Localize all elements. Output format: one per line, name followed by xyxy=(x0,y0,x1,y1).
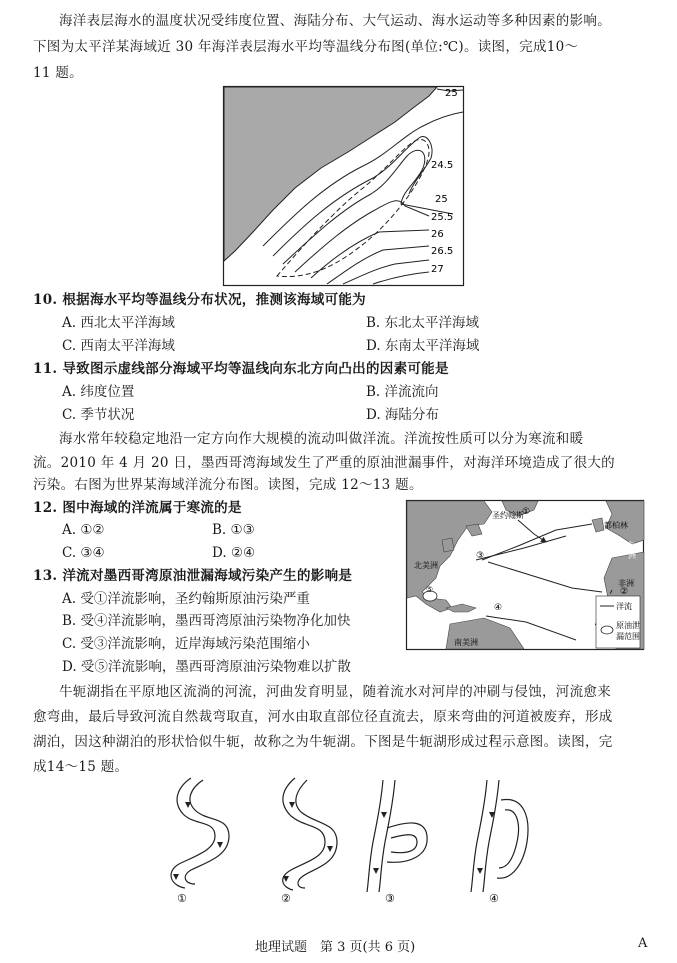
label-africa: 非洲 xyxy=(618,579,634,588)
legend-oil-label-1: 原油泄 xyxy=(616,621,640,630)
q11-option-c[interactable]: C. 季节状况 xyxy=(62,407,135,423)
intro3-line-1: 牛轭湖指在平原地区流淌的河流，河曲发育明显，随着流水对河岸的冲刷与侵蚀，河流愈来 xyxy=(59,684,611,700)
label-south-america: 南美洲 xyxy=(454,638,478,647)
intro2-line-1: 海水常年较稳定地沿一定方向作大规模的流动叫做洋流。洋流按性质可以分为寒流和暖 xyxy=(59,431,584,447)
q10-option-c[interactable]: C. 西南太平洋海域 xyxy=(62,338,175,354)
label-eu: 欧 xyxy=(626,541,634,550)
q11-option-d[interactable]: D. 海陆分布 xyxy=(366,407,439,423)
q12-option-c[interactable]: C. ③④ xyxy=(62,545,105,561)
label-zhou: 洲 xyxy=(628,551,636,560)
legend-oil-label-2: 漏范围 xyxy=(616,632,640,641)
q13-option-a[interactable]: A. 受①洋流影响，圣约翰斯原油污染严重 xyxy=(62,591,310,607)
q10-option-d[interactable]: D. 东南太平洋海域 xyxy=(366,338,480,354)
intro1-line-1: 海洋表层海水的温度状况受纬度位置、海陆分布、大气运动、海水运动等多种因素的影响。 xyxy=(59,13,611,29)
label-north-america: 北美洲 xyxy=(414,561,438,570)
current-5: ⑤ xyxy=(426,585,434,594)
q12-option-d[interactable]: D. ②④ xyxy=(212,545,256,561)
q10-stem: 10. 根据海水平均等温线分布状况，推测该海域可能为 xyxy=(33,292,366,308)
q11-stem: 11. 导致图示虚线部分海域平均等温线向东北方向凸出的因素可能是 xyxy=(33,361,449,377)
current-2: ② xyxy=(620,587,629,597)
q12-stem: 12. 图中海域的洋流属于寒流的是 xyxy=(33,500,242,516)
legend-current-label: 洋流 xyxy=(616,602,632,611)
iso-label-24-5: 24.5 xyxy=(431,160,454,171)
intro2-line-2: 流。2010 年 4 月 20 日，墨西哥湾海域发生了严重的原油泄漏事件，对海洋环境造成了很大的 xyxy=(33,455,615,471)
intro2-line-3: 污染。右图为世界某海域洋流分布图。读图，完成 12～13 题。 xyxy=(33,477,423,493)
current-3: ③ xyxy=(476,551,485,561)
q11-option-a[interactable]: A. 纬度位置 xyxy=(62,384,135,400)
intro3-line-2: 愈弯曲，最后导致河流自然裁弯取直，河水由取直部位径直流去，原来弯曲的河道被废弃，形成 xyxy=(33,709,613,725)
q13-option-c[interactable]: C. 受③洋流影响，近岸海域污染范围缩小 xyxy=(62,636,310,652)
current-4: ④ xyxy=(494,603,503,613)
q13-option-d[interactable]: D. 受⑤洋流影响，墨西哥湾原油污染物难以扩散 xyxy=(62,659,351,675)
label-dublin: 都柏林 xyxy=(604,521,628,530)
footer-page: 第 3 页(共 6 页) xyxy=(320,940,416,955)
q10-option-b[interactable]: B. 东北太平洋海域 xyxy=(366,315,480,331)
stage-label-4: ④ xyxy=(489,892,499,905)
footer-version: A xyxy=(638,936,648,951)
intro1-line-2: 下图为太平洋某海域近 30 年海洋表层海水平均等温线分布图(单位:℃)。读图，完成10～ xyxy=(33,39,579,55)
stage-label-2: ② xyxy=(281,892,291,905)
iso-label-26: 26 xyxy=(431,229,444,240)
island-2 xyxy=(442,538,454,552)
q12-option-b[interactable]: B. ①③ xyxy=(212,522,255,538)
current-1: ① xyxy=(522,507,531,517)
q13-stem: 13. 洋流对墨西哥湾原油泄漏海域污染产生的影响是 xyxy=(33,568,353,584)
q13-option-b[interactable]: B. 受④洋流影响，墨西哥湾原油污染物净化加快 xyxy=(62,613,351,629)
stage-label-3: ③ xyxy=(385,892,395,905)
iso-corner-label: 25 xyxy=(445,88,458,99)
oxbow-lake-diagram xyxy=(155,772,515,904)
legend-oil-icon xyxy=(601,626,613,634)
stage-label-1: ① xyxy=(177,892,187,905)
q12-option-a[interactable]: A. ①② xyxy=(62,522,105,538)
isotherm-map xyxy=(223,86,464,286)
intro3-line-4: 成14～15 题。 xyxy=(33,759,129,775)
q11-option-b[interactable]: B. 洋流流向 xyxy=(366,384,439,400)
q10-option-a[interactable]: A. 西北太平洋海域 xyxy=(62,315,175,331)
iso-label-25-5: 25.5 xyxy=(431,212,454,223)
ocean-current-map xyxy=(406,500,644,650)
footer-title: 地理试题 xyxy=(255,940,308,955)
iso-label-25: 25 xyxy=(435,194,448,205)
iso-label-27: 27 xyxy=(431,264,444,275)
intro1-line-3: 11 题。 xyxy=(33,65,83,81)
intro3-line-3: 湖泊，因这种湖泊的形状恰似牛轭，故称之为牛轭湖。下图是牛轭湖形成过程示意图。读图，完 xyxy=(33,734,613,750)
label-st-johns: 圣约翰斯 xyxy=(492,511,524,520)
iso-label-26-5: 26.5 xyxy=(431,246,454,257)
